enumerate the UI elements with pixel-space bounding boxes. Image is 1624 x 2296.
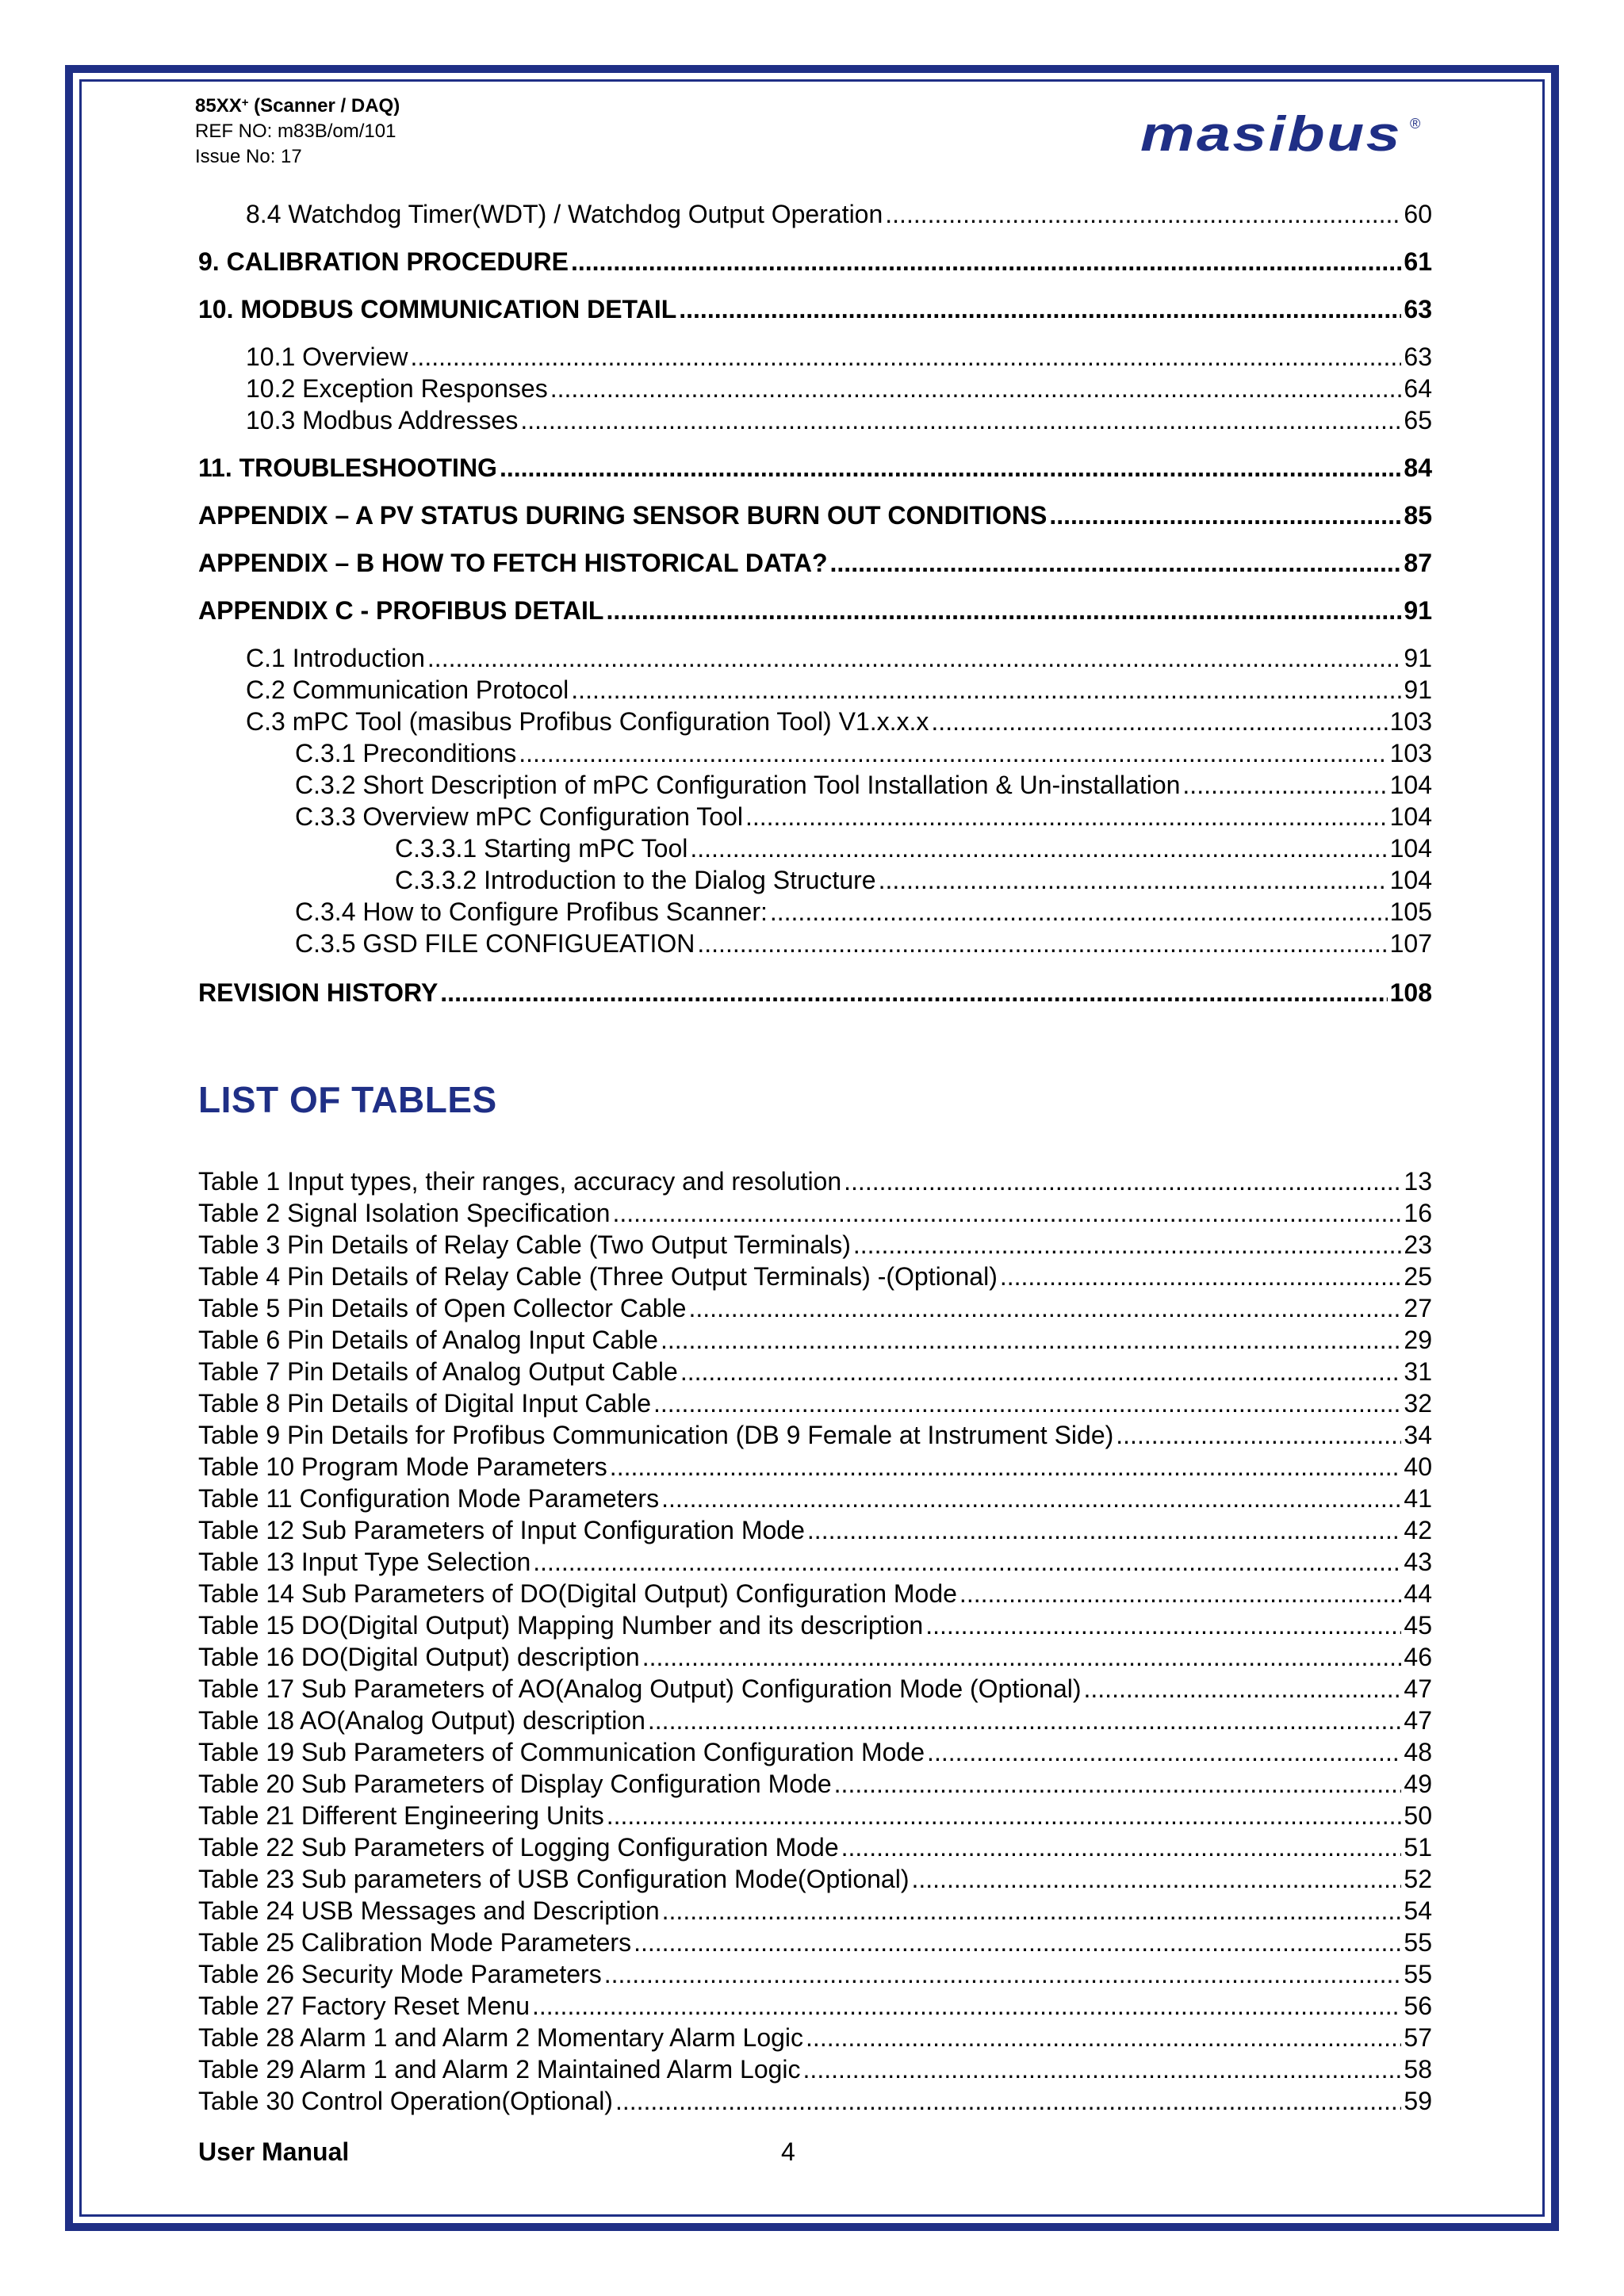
table-entry-leader-dots (604, 1958, 1402, 1990)
toc-entry[interactable] (295, 801, 1432, 832)
table-entry[interactable] (198, 1863, 1432, 1895)
toc-entry-page-number: 61 (1404, 247, 1432, 276)
toc-entry-page-number: 103 (1389, 707, 1432, 736)
table-entry-page-number: 47 (1404, 1674, 1432, 1703)
table-entry[interactable] (198, 1609, 1432, 1641)
table-entry-leader-dots (841, 1831, 1402, 1863)
table-entry[interactable] (198, 1546, 1432, 1578)
toc-entry[interactable] (198, 977, 1432, 1008)
toc-entry-label: C.3.3 Overview mPC Configuration Tool (295, 802, 743, 831)
table-entry-page-number: 59 (1404, 2087, 1432, 2115)
table-entry-page-number: 49 (1404, 1770, 1432, 1798)
toc-entry-page-number: 64 (1404, 374, 1432, 403)
toc-entry[interactable] (198, 452, 1432, 484)
table-entry[interactable] (198, 1451, 1432, 1483)
product-superscript: + (241, 96, 249, 109)
table-entry-leader-dots (853, 1229, 1402, 1261)
toc-entry[interactable] (198, 499, 1432, 531)
table-entry[interactable] (198, 1673, 1432, 1705)
table-entry-leader-dots (662, 1895, 1402, 1927)
table-entry-leader-dots (1116, 1419, 1401, 1451)
toc-entry-page-number: 65 (1404, 406, 1432, 434)
toc-entry-label: 9. CALIBRATION PROCEDURE (198, 247, 569, 276)
table-entry-leader-dots (911, 1863, 1401, 1895)
table-entry-leader-dots (612, 1197, 1401, 1229)
toc-entry[interactable] (246, 706, 1432, 737)
toc-entry[interactable] (295, 737, 1432, 769)
table-entry-page-number: 25 (1404, 1262, 1432, 1291)
table-entry-label: Table 6 Pin Details of Analog Input Cable (198, 1326, 658, 1354)
table-entry-page-number: 34 (1404, 1421, 1432, 1449)
table-entry-label: Table 26 Security Mode Parameters (198, 1960, 602, 1988)
toc-entry[interactable] (246, 404, 1432, 436)
table-entry-label: Table 11 Configuration Mode Parameters (198, 1484, 660, 1513)
masibus-logo (1140, 111, 1426, 162)
table-entry-leader-dots (661, 1324, 1401, 1356)
table-entry-page-number: 56 (1404, 1992, 1432, 2020)
toc-entry-page-number: 108 (1389, 978, 1432, 1007)
toc-entry[interactable] (295, 896, 1432, 928)
table-entry[interactable] (198, 1958, 1432, 1990)
table-entry-page-number: 29 (1404, 1326, 1432, 1354)
table-entry-label: Table 25 Calibration Mode Parameters (198, 1928, 632, 1957)
toc-entry-label: C.3.3.1 Starting mPC Tool (395, 834, 688, 863)
toc-entry-label: 10. MODBUS COMMUNICATION DETAIL (198, 295, 677, 323)
table-entry-label: Table 16 DO(Digital Output) description (198, 1643, 640, 1671)
table-entry-leader-dots (834, 1768, 1402, 1800)
table-entry-label: Table 29 Alarm 1 and Alarm 2 Maintained Alarm Logic (198, 2055, 801, 2084)
toc-entry-page-number: 85 (1404, 501, 1432, 530)
table-entry-page-number: 13 (1404, 1167, 1432, 1196)
table-entry-page-number: 50 (1404, 1801, 1432, 1830)
table-entry[interactable] (198, 1229, 1432, 1261)
table-entry-label: Table 18 AO(Analog Output) description (198, 1706, 645, 1735)
table-entry-label: Table 7 Pin Details of Analog Output Cable (198, 1357, 678, 1386)
table-entry-page-number: 43 (1404, 1548, 1432, 1576)
toc-entry-label: 8.4 Watchdog Timer(WDT) / Watchdog Output Operation (246, 200, 883, 228)
toc-entry[interactable] (295, 769, 1432, 801)
toc-entry-leader-dots (1049, 499, 1401, 531)
table-entry-leader-dots (634, 1927, 1401, 1958)
table-entry-label: Table 30 Control Operation(Optional) (198, 2087, 613, 2115)
table-entry-leader-dots (661, 1483, 1401, 1514)
toc-entry-page-number: 63 (1404, 342, 1432, 371)
table-entry[interactable] (198, 1324, 1432, 1356)
toc-entry-leader-dots (519, 737, 1387, 769)
table-entry-leader-dots (642, 1641, 1402, 1673)
table-entry[interactable] (198, 1356, 1432, 1387)
toc-entry-label: APPENDIX – A PV STATUS DURING SENSOR BURN OUT CONDITIONS (198, 501, 1048, 530)
toc-entry-page-number: 107 (1389, 929, 1432, 958)
table-entry-label: Table 20 Sub Parameters of Display Configuration Mode (198, 1770, 832, 1798)
table-entry-leader-dots (807, 1514, 1402, 1546)
toc-entry-leader-dots (679, 293, 1401, 325)
table-entry-page-number: 54 (1404, 1896, 1432, 1925)
table-entry-label: Table 17 Sub Parameters of AO(Analog Output) Configuration Mode (Optional) (198, 1674, 1082, 1703)
table-entry-page-number: 41 (1404, 1484, 1432, 1513)
toc-entry-page-number: 63 (1404, 295, 1432, 323)
table-entry-label: Table 10 Program Mode Parameters (198, 1452, 607, 1481)
toc-entry[interactable] (295, 928, 1432, 959)
toc-entry-label: C.3.1 Preconditions (295, 739, 517, 767)
reference-number: REF NO: m83B/om/101 (195, 121, 396, 142)
table-entry-leader-dots (927, 1736, 1401, 1768)
toc-entry[interactable] (395, 864, 1432, 896)
table-entry-leader-dots (803, 2053, 1402, 2085)
toc-entry-page-number: 104 (1389, 771, 1432, 799)
table-entry-page-number: 52 (1404, 1865, 1432, 1893)
toc-entry-page-number: 104 (1389, 802, 1432, 831)
product-code: 85XX (195, 95, 242, 117)
toc-entry[interactable] (246, 341, 1432, 373)
toc-entry[interactable] (198, 293, 1432, 325)
table-entry-label: Table 28 Alarm 1 and Alarm 2 Momentary Alarm Logic (198, 2023, 804, 2052)
toc-entry-label: APPENDIX – B HOW TO FETCH HISTORICAL DATA? (198, 549, 828, 577)
table-entry[interactable] (198, 1736, 1432, 1768)
table-entry-label: Table 22 Sub Parameters of Logging Configuration Mode (198, 1833, 839, 1862)
table-entry-page-number: 58 (1404, 2055, 1432, 2084)
table-entry-leader-dots (532, 1990, 1401, 2022)
table-entry[interactable] (198, 1419, 1432, 1451)
table-entry[interactable] (198, 1705, 1432, 1736)
toc-entry[interactable] (246, 642, 1432, 674)
toc-entry-leader-dots (690, 832, 1387, 864)
table-entry[interactable] (198, 1578, 1432, 1609)
toc-entry-label: C.3.2 Short Description of mPC Configuration Tool Installation & Un-installation (295, 771, 1181, 799)
table-entry[interactable] (198, 1483, 1432, 1514)
table-entry-page-number: 45 (1404, 1611, 1432, 1640)
toc-entry-leader-dots (1182, 769, 1387, 801)
toc-entry[interactable] (246, 674, 1432, 706)
table-entry[interactable] (198, 1927, 1432, 1958)
toc-entry-label: 10.3 Modbus Addresses (246, 406, 519, 434)
table-entry-leader-dots (610, 1451, 1402, 1483)
toc-entry-leader-dots (885, 198, 1401, 230)
table-entry-label: Table 4 Pin Details of Relay Cable (Three Output Terminals) -(Optional) (198, 1262, 998, 1291)
table-entry[interactable] (198, 1514, 1432, 1546)
table-entry-label: Table 2 Signal Isolation Specification (198, 1199, 611, 1227)
table-entry[interactable] (198, 1261, 1432, 1292)
toc-entry-label: 10.2 Exception Responses (246, 374, 548, 403)
table-entry-label: Table 3 Pin Details of Relay Cable (Two Output Terminals) (198, 1230, 851, 1259)
toc-entry-leader-dots (411, 341, 1402, 373)
table-entry-page-number: 40 (1404, 1452, 1432, 1481)
table-entry-page-number: 31 (1404, 1357, 1432, 1386)
table-entry-label: Table 24 USB Messages and Description (198, 1896, 660, 1925)
toc-entry-leader-dots (745, 801, 1388, 832)
table-entry[interactable] (198, 2022, 1432, 2053)
toc-entry[interactable] (246, 198, 1432, 230)
toc-entry-leader-dots (879, 864, 1388, 896)
toc-entry-label: C.1 Introduction (246, 644, 425, 672)
toc-entry-label: 11. TROUBLESHOOTING (198, 453, 497, 482)
table-entry-label: Table 19 Sub Parameters of Communication Configuration Mode (198, 1738, 925, 1766)
table-entry-label: Table 15 DO(Digital Output) Mapping Number and its description (198, 1611, 924, 1640)
toc-entry-label: REVISION HISTORY (198, 978, 439, 1007)
toc-entry-page-number: 105 (1389, 897, 1432, 926)
list-of-tables-heading: LIST OF TABLES (198, 1079, 497, 1120)
toc-entry[interactable] (198, 246, 1432, 277)
toc-entry-page-number: 91 (1404, 596, 1432, 625)
toc-entry-leader-dots (697, 928, 1387, 959)
toc-entry-leader-dots (770, 896, 1388, 928)
table-entry-page-number: 16 (1404, 1199, 1432, 1227)
toc-entry-label: 10.1 Overview (246, 342, 408, 371)
table-entry-page-number: 55 (1404, 1960, 1432, 1988)
table-entry-label: Table 12 Sub Parameters of Input Configuration Mode (198, 1516, 805, 1544)
toc-entry-page-number: 91 (1404, 675, 1432, 704)
toc-entry-page-number: 84 (1404, 453, 1432, 482)
issue-number: Issue No: 17 (195, 146, 302, 167)
product-variant: (Scanner / DAQ) (248, 95, 400, 117)
toc-entry-leader-dots (427, 642, 1402, 674)
table-entry-leader-dots (1084, 1673, 1402, 1705)
product-name (195, 94, 400, 119)
table-entry-label: Table 23 Sub parameters of USB Configuration Mode(Optional) (198, 1865, 910, 1893)
toc-entry[interactable] (246, 373, 1432, 404)
table-entry-label: Table 13 Input Type Selection (198, 1548, 531, 1576)
table-entry-leader-dots (680, 1356, 1402, 1387)
table-entry[interactable] (198, 1895, 1432, 1927)
table-entry[interactable] (198, 1165, 1432, 1197)
table-entry-label: Table 14 Sub Parameters of DO(Digital Output) Configuration Mode (198, 1579, 957, 1608)
table-entry[interactable] (198, 1292, 1432, 1324)
toc-entry-label: C.3.4 How to Configure Profibus Scanner: (295, 897, 768, 926)
toc-entry-page-number: 103 (1389, 739, 1432, 767)
toc-entry-leader-dots (550, 373, 1402, 404)
toc-entry-leader-dots (440, 977, 1387, 1008)
document-header (195, 94, 400, 170)
toc-entry-page-number: 104 (1389, 866, 1432, 894)
logo-wordmark: masibus (1140, 111, 1402, 162)
table-entry[interactable] (198, 1197, 1432, 1229)
table-entry-leader-dots (533, 1546, 1401, 1578)
toc-entry[interactable] (198, 547, 1432, 579)
table-entry-label: Table 5 Pin Details of Open Collector Cable (198, 1294, 687, 1322)
toc-entry-leader-dots (931, 706, 1387, 737)
table-entry[interactable] (198, 1990, 1432, 2022)
toc-entry-label: C.3.3.2 Introduction to the Dialog Structure (395, 866, 876, 894)
table-entry-leader-dots (607, 1800, 1402, 1831)
table-entry-label: Table 9 Pin Details for Profibus Communication (DB 9 Female at Instrument Side) (198, 1421, 1114, 1449)
table-entry-page-number: 57 (1404, 2023, 1432, 2052)
table-entry-leader-dots (925, 1609, 1401, 1641)
table-entry[interactable] (198, 1768, 1432, 1800)
table-entry[interactable] (198, 1800, 1432, 1831)
table-entry-page-number: 23 (1404, 1230, 1432, 1259)
toc-entry-label: C.3 mPC Tool (masibus Profibus Configuration Tool) V1.x.x.x (246, 707, 929, 736)
toc-entry-leader-dots (571, 246, 1401, 277)
toc-entry-leader-dots (830, 547, 1402, 579)
toc-entry-label: C.3.5 GSD FILE CONFIGUEATION (295, 929, 695, 958)
toc-entry[interactable] (198, 595, 1432, 626)
toc-entry-page-number: 60 (1404, 200, 1432, 228)
table-entry-page-number: 42 (1404, 1516, 1432, 1544)
table-entry-page-number: 32 (1404, 1389, 1432, 1418)
toc-entry-page-number: 104 (1389, 834, 1432, 863)
table-entry-leader-dots (653, 1387, 1401, 1419)
table-entry[interactable] (198, 1387, 1432, 1419)
table-entry-label: Table 8 Pin Details of Digital Input Cable (198, 1389, 651, 1418)
table-entry-page-number: 44 (1404, 1579, 1432, 1608)
table-entry-label: Table 27 Factory Reset Menu (198, 1992, 530, 2020)
toc-entry-leader-dots (520, 404, 1401, 436)
logo-registered-mark: ® (1410, 116, 1421, 132)
toc-entry-leader-dots (606, 595, 1401, 626)
table-entry-leader-dots (615, 2085, 1401, 2117)
table-entry-leader-dots (959, 1578, 1401, 1609)
table-entry-page-number: 48 (1404, 1738, 1432, 1766)
table-entry[interactable] (198, 1831, 1432, 1863)
table-entry-page-number: 51 (1404, 1833, 1432, 1862)
toc-entry-leader-dots (571, 674, 1401, 706)
table-entry-leader-dots (688, 1292, 1401, 1324)
table-entry-label: Table 21 Different Engineering Units (198, 1801, 604, 1830)
toc-entry-page-number: 91 (1404, 644, 1432, 672)
toc-entry-page-number: 87 (1404, 549, 1432, 577)
footer-page-number: 4 (781, 2137, 795, 2166)
toc-entry-leader-dots (500, 452, 1401, 484)
table-entry-leader-dots (1000, 1261, 1402, 1292)
table-entry-leader-dots (648, 1705, 1402, 1736)
toc-entry[interactable] (395, 832, 1432, 864)
table-entry-page-number: 47 (1404, 1706, 1432, 1735)
table-entry-label: Table 1 Input types, their ranges, accuracy and resolution (198, 1167, 842, 1196)
table-entry[interactable] (198, 1641, 1432, 1673)
table-entry-leader-dots (806, 2022, 1401, 2053)
table-entry-page-number: 46 (1404, 1643, 1432, 1671)
table-entry[interactable] (198, 2085, 1432, 2117)
table-entry-page-number: 55 (1404, 1928, 1432, 1957)
table-entry-page-number: 27 (1404, 1294, 1432, 1322)
toc-entry-label: APPENDIX C - PROFIBUS DETAIL (198, 596, 604, 625)
toc-entry-label: C.2 Communication Protocol (246, 675, 569, 704)
footer-manual-label: User Manual (198, 2137, 350, 2166)
table-entry-leader-dots (844, 1165, 1401, 1197)
table-entry[interactable] (198, 2053, 1432, 2085)
